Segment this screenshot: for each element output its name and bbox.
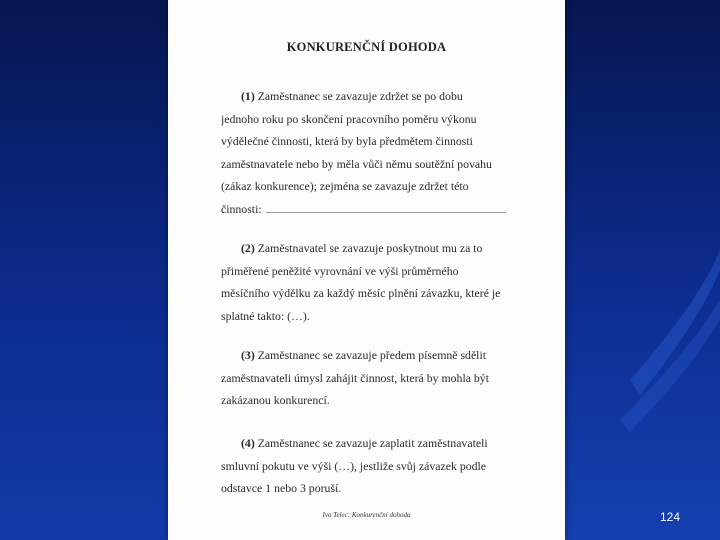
paragraph-line: odstavce 1 nebo 3 poruší.	[221, 481, 342, 496]
paragraph-line	[221, 85, 517, 108]
paragraph-line: měsíčního výdělku za každý měsíc plnění závazku, které je	[221, 286, 501, 301]
paragraph-4	[221, 432, 517, 500]
paragraph-line	[221, 344, 517, 367]
paragraph-line: zaměstnavateli úmysl zahájit činnost, která by mohla být	[221, 370, 489, 385]
paragraph-3	[221, 344, 517, 412]
paragraph-1	[221, 85, 517, 221]
paragraph-number: (1)	[241, 89, 255, 103]
paragraph-number: (3)	[241, 348, 255, 362]
paragraph-line	[221, 198, 517, 221]
paragraph-text: Zaměstnanec se zavazuje zaplatit zaměstnavateli	[257, 436, 488, 450]
paragraph-line: (zákaz konkurence); zejména se zavazuje zdržet této	[221, 179, 469, 194]
paragraph-line: přiměřené peněžité vyrovnání ve výši průměrného	[221, 263, 459, 278]
left-background-band	[0, 0, 168, 540]
decorative-swoosh	[560, 0, 720, 540]
document-title: KONKURENČNÍ DOHODA	[286, 40, 447, 54]
paragraph-text: Zaměstnavatel se zavazuje poskytnout mu za to	[257, 241, 483, 255]
paragraph-text: Zaměstnanec se zavazuje zdržet se po dobu	[257, 89, 463, 103]
paragraph-line	[221, 237, 517, 260]
paragraph-line: splatné takto: (…).	[221, 308, 310, 323]
paragraph-line: výdělečné činnosti, která by byla předmětem činnosti	[221, 134, 473, 149]
paragraph-text: Zaměstnanec se zavazuje předem písemně sdělit	[257, 348, 487, 362]
paragraph-number: (2)	[241, 241, 255, 255]
paragraph-2	[221, 237, 517, 327]
slide-number: 124	[659, 510, 681, 524]
paragraph-number: (4)	[241, 436, 255, 450]
paragraph-text: činnosti:	[221, 201, 262, 216]
paragraph-line	[221, 432, 517, 455]
paragraph-line: zakázanou konkurencí.	[221, 393, 330, 408]
fill-in-blank-line	[266, 204, 506, 213]
paragraph-line: zaměstnavatele nebo by měla vůči němu soutěžní povahu	[221, 156, 492, 171]
paragraph-line: smluvní pokutu ve výši (…), jestliže svůj závazek podle	[221, 458, 487, 473]
document-footer: Ivo Telec: Konkurenční dohoda	[322, 511, 411, 519]
paragraph-line: jednoho roku po skončení pracovního poměru výkonu	[221, 111, 477, 126]
document-page	[168, 0, 565, 540]
